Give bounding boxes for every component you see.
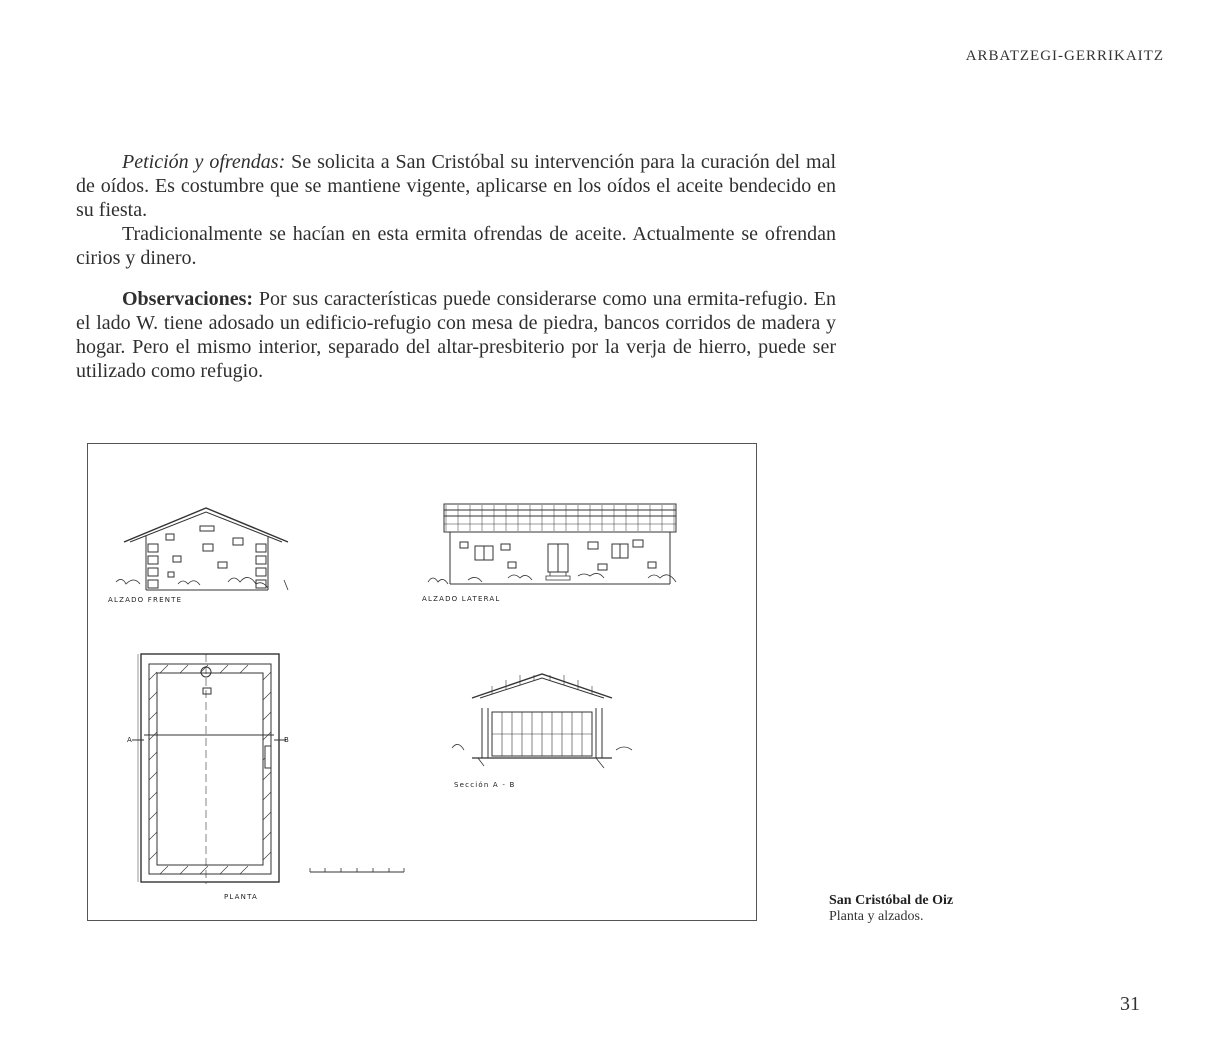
architectural-drawing	[87, 443, 757, 921]
caption-subtitle: Planta y alzados.	[829, 909, 924, 924]
running-header: ARBATZEGI-GERRIKAITZ	[965, 48, 1164, 64]
caption-title: San Cristóbal de Oiz	[829, 893, 954, 908]
scale-bar	[310, 868, 404, 872]
floor-plan	[132, 654, 286, 884]
paragraph-tradicion: Tradicionalmente se hacían en esta ermita ofrendas de aceite. Actualmente se ofrendan cirios y dinero.	[76, 223, 836, 269]
section-marker-a: A	[127, 736, 133, 744]
drawing-canvas	[88, 444, 758, 922]
label-section: Sección A - B	[454, 781, 516, 789]
section-drawing	[452, 674, 632, 768]
paragraph-lead: Petición y ofrendas:	[122, 151, 286, 173]
paragraph-text: Se solicita a San Cristóbal su intervención para la curación del mal de oídos. Es costumbre que se mantiene vigente, aplicarse en los oídos el aceite bendecido en su fiesta.	[76, 151, 837, 221]
label-plan: PLANTA	[224, 893, 259, 901]
paragraph-peticion	[76, 150, 836, 222]
paragraph-lead: Observaciones:	[122, 288, 254, 310]
body-text	[76, 150, 836, 383]
label-side-elevation: ALZADO LATERAL	[422, 595, 501, 603]
side-elevation	[428, 504, 676, 584]
page-number: 31	[1120, 993, 1140, 1015]
paragraph-observaciones	[76, 287, 836, 383]
figure-caption	[829, 893, 953, 925]
section-marker-b: B	[284, 736, 291, 744]
paragraph-text: Por sus características puede considerarse como una ermita-refugio. En el lado W. tiene adosado un edificio-refugio con mesa de piedra, bancos corridos de madera y hogar. Pero el mismo interior, separado del altar-presbiterio por la verja de hierro, puede ser utilizado como refugio.	[76, 288, 836, 382]
label-front-elevation: ALZADO FRENTE	[108, 596, 183, 604]
front-elevation	[116, 508, 288, 590]
